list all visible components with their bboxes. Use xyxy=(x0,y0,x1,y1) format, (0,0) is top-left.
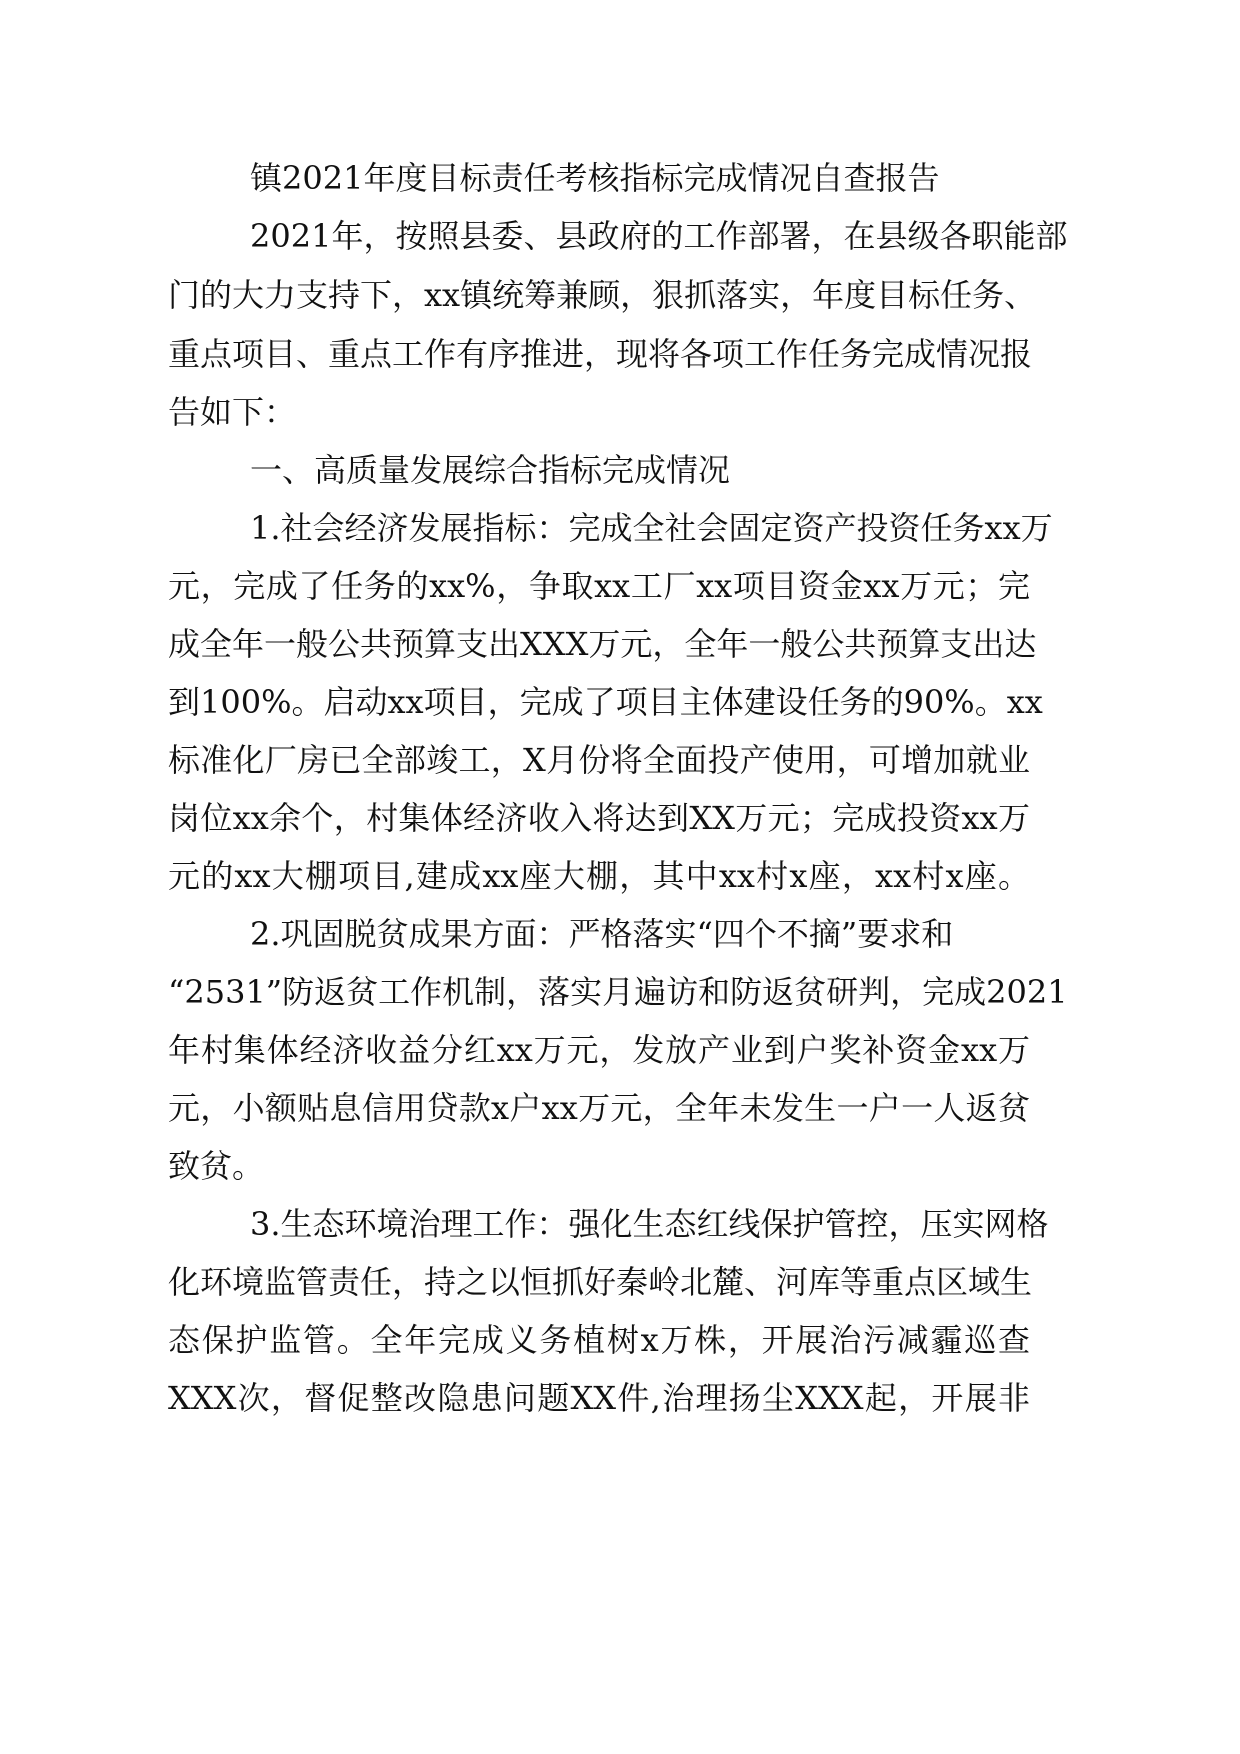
item1-line-3: 成全年一般公共预算支出XXX万元，全年一般公共预算支出达 xyxy=(168,625,1037,663)
item1-line-2: 元，完成了任务的xx%，争取xx工厂xx项目资金xx万元；完 xyxy=(168,567,1030,605)
item1-line-7: 元的xx大棚项目,建成xx座大棚，其中xx村x座，xx村x座。 xyxy=(168,857,1030,895)
item1-line-4: 到100%。启动xx项目，完成了项目主体建设任务的90%。xx xyxy=(168,683,1043,721)
item3-line-4: XXX次，督促整改隐患问题XX件,治理扬尘XXX起，开展非 xyxy=(168,1379,1030,1417)
item2-line-1: 2.巩固脱贫成果方面：严格落实“四个不摘”要求和 xyxy=(250,915,954,953)
item2-line-3: 年村集体经济收益分红xx万元，发放产业到户奖补资金xx万 xyxy=(168,1031,1030,1069)
intro-line-2: 门的大力支持下，xx镇统筹兼顾，狠抓落实，年度目标任务、 xyxy=(168,276,1037,314)
item3-line-1: 3.生态环境治理工作：强化生态红线保护管控，压实网格 xyxy=(250,1205,1049,1243)
item3-line-3: 态保护监管。全年完成义务植树x万株，开展治污减霾巡查 xyxy=(168,1321,1030,1359)
item1-line-6: 岗位xx余个，村集体经济收入将达到XX万元；完成投资xx万 xyxy=(168,799,1030,837)
item1-line-5: 标准化厂房已全部竣工，X月份将全面投产使用，可增加就业 xyxy=(168,741,1030,779)
intro-line-3: 重点项目、重点工作有序推进，现将各项工作任务完成情况报 xyxy=(168,335,1033,373)
item1-line-1: 1.社会经济发展指标：完成全社会固定资产投资任务xx万 xyxy=(250,509,1053,547)
item2-line-4: 元，小额贴息信用贷款x户xx万元，全年未发生一户一人返贫 xyxy=(168,1089,1030,1127)
intro-line-4: 告如下： xyxy=(168,393,297,431)
document-title: 镇2021年度目标责任考核指标完成情况自查报告 xyxy=(250,159,940,197)
section-heading: 一、高质量发展综合指标完成情况 xyxy=(250,451,731,489)
item2-line-2: “2531”防返贫工作机制，落实月遍访和防返贫研判，完成2021 xyxy=(168,973,1068,1011)
intro-line-1: 2021年，按照县委、县政府的工作部署，在县级各职能部 xyxy=(250,217,1068,255)
item2-line-5: 致贫。 xyxy=(168,1147,265,1185)
item3-line-2: 化环境监管责任，持之以恒抓好秦岭北麓、河库等重点区域生 xyxy=(168,1263,1033,1301)
